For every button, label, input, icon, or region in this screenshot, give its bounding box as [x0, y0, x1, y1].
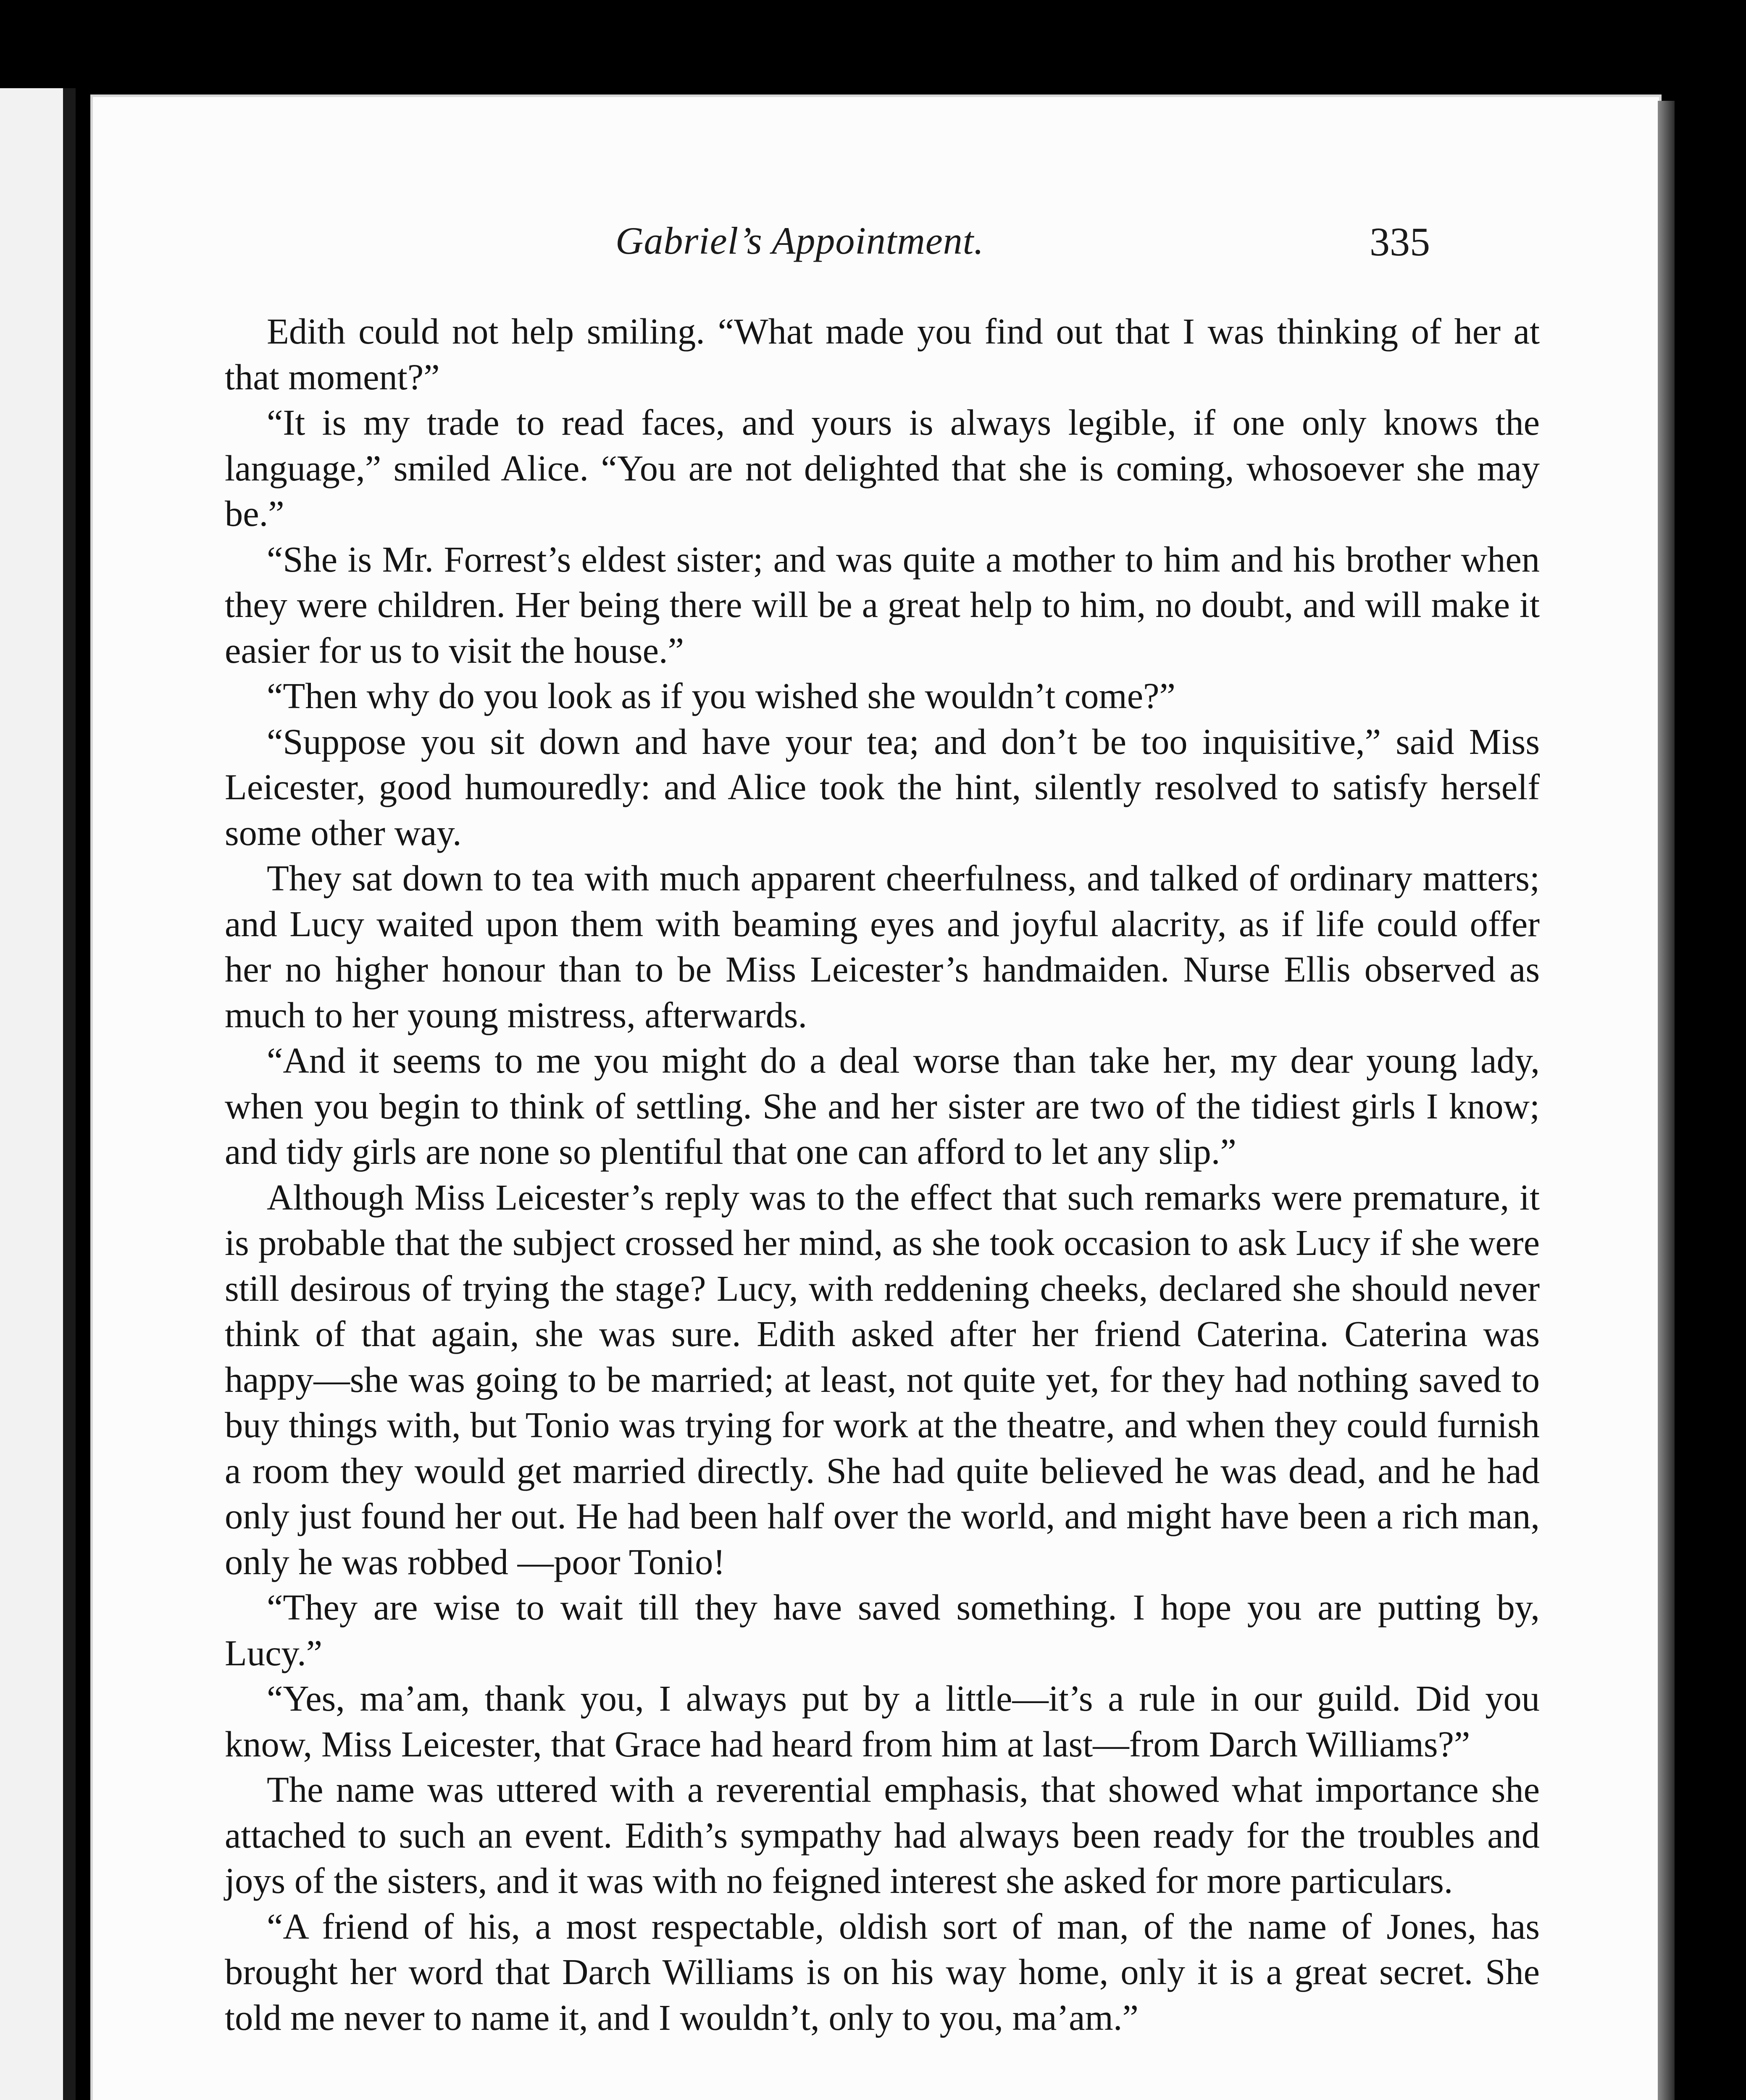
previous-page-edge [0, 88, 76, 2100]
paragraph: “They are wise to wait till they have saved something. I hope you are putting by, Lucy.” [225, 1587, 1540, 1673]
book-page [90, 94, 1662, 2100]
paragraph: “And it seems to me you might do a deal worse than take her, my dear young lady, when you begin to think of settling. She and her sister are two of the tidiest girls I know; and tidy girls are none so plentiful that one can afford to let any slip.” [225, 1040, 1540, 1172]
running-head [90, 218, 1662, 277]
paragraph: “It is my trade to read faces, and yours is always legible, if one only knows the language,” smiled Alice. “You are not delighted that she is coming, whosoever she may be.” [225, 402, 1540, 534]
paragraph: The name was uttered with a reverential emphasis, that showed what importance she attached to such an event. Edith’s sympathy had always been ready for the troubles and joys of the sisters, and it was with no feigned interest she asked for more particulars. [225, 1769, 1540, 1901]
running-title: Gabriel’s Appointment. [615, 219, 984, 262]
paragraph: They sat down to tea with much apparent cheerfulness, and talked of ordinary matters; and Lucy waited upon them with beaming eyes and joyful alacrity, as if life could offer her no higher honour than to be Miss Leicester’s handmaiden. Nurse Ellis observed as much to her young mistress, afterwards. [225, 858, 1540, 1035]
paragraph: Although Miss Leicester’s reply was to the effect that such remarks were premature, it is probable that the subject crossed her mind, as she took occasion to ask Lucy if she were still desirous of trying the stage? Lucy, with reddening cheeks, declared she should never think of that again, she was sure. Edith asked after her friend Caterina. Caterina was happy—she was going to be married; at least, not quite yet, for they had nothing saved to buy things with, but Tonio was trying for work at the theatre, and when they could furnish a room they would get married directly. She had quite believed he was dead, and he had only just found her out. He had been half over the world, and might have been a rich man, only he was robbed —poor Tonio! [225, 1177, 1540, 1582]
paragraph: Edith could not help smiling. “What made you find out that I was thinking of her at that moment?” [225, 311, 1540, 397]
paragraph: “Then why do you look as if you wished she wouldn’t come?” [267, 676, 1175, 716]
paragraph: “Suppose you sit down and have your tea; and don’t be too inquisitive,” said Miss Leicester, good humouredly: and Alice took the hint, silently resolved to satisfy herself some other way. [225, 721, 1540, 853]
paragraph: “She is Mr. Forrest’s eldest sister; and was quite a mother to him and his brother when they were children. Her being there will be a great help to him, no doubt, and will make it easier for us to visit the house.” [225, 539, 1540, 671]
body-text [225, 309, 1540, 2040]
page-number: 335 [1370, 219, 1430, 264]
page-edge-shadow [1658, 101, 1675, 2100]
paragraph: “Yes, ma’am, thank you, I always put by a little—it’s a rule in our guild. Did you know, Miss Leicester, that Grace had heard from him at last—from Darch Williams?” [225, 1678, 1540, 1764]
paragraph: “A friend of his, a most respectable, oldish sort of man, of the name of Jones, has brought her word that Darch Williams is on his way home, only it is a great secret. She told me never to name it, and I wouldn’t, only to you, ma’am.” [225, 1906, 1540, 2038]
